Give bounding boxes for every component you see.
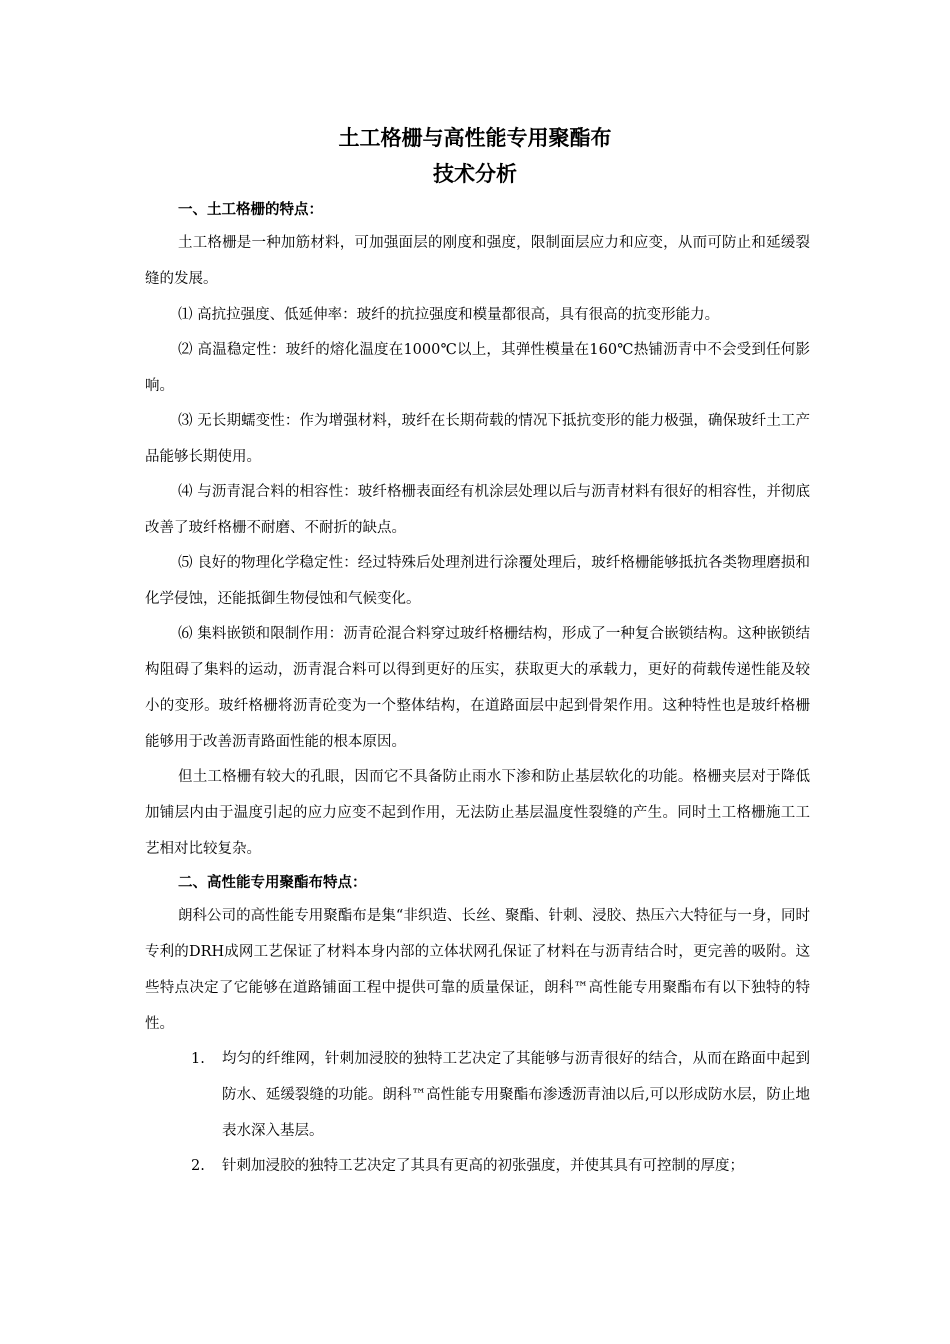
list-item-text: 针刺加浸胶的独特工艺决定了其具有更高的初张强度，并使其具有可控制的厚度； xyxy=(222,1158,744,1174)
section1-intro: 土工格栅是一种加筋材料，可加强面层的刚度和强度，限制面层应力和应变，从而可防止和延缓裂缝的发展。 xyxy=(145,235,810,287)
section2-heading: 二、高性能专用聚酯布特点： xyxy=(178,875,367,891)
section1-limitations: 但土工格栅有较大的孔眼，因而它不具备防止雨水下渗和防止基层软化的功能。格栅夹层对于降低加铺层内由于温度引起的应力应变不起到作用，无法防止基层温度性裂缝的产生。同时土工格栅施工工艺相对比较复杂。 xyxy=(145,769,810,857)
document-title: 土工格栅与高性能专用聚酯布 xyxy=(338,126,612,150)
feature-2: ⑵ 高温稳定性：玻纤的熔化温度在1000℃以上，其弹性模量在160℃热铺沥青中不会受到任何影响。 xyxy=(145,342,810,394)
feature-5: ⑸ 良好的物理化学稳定性：经过特殊后处理剂进行涂覆处理后，玻纤格栅能够抵抗各类物理磨损和化学侵蚀，还能抵御生物侵蚀和气候变化。 xyxy=(145,555,810,607)
list-item-number: 2. xyxy=(191,1158,205,1174)
feature-3: ⑶ 无长期蠕变性：作为增强材料，玻纤在长期荷载的情况下抵抗变形的能力极强，确保玻纤土工产品能够长期使用。 xyxy=(145,413,810,465)
list-item xyxy=(145,1041,810,1149)
document-subtitle: 技术分析 xyxy=(433,162,517,186)
feature-4: ⑷ 与沥青混合料的相容性：玻纤格栅表面经有机涂层处理以后与沥青材料有很好的相容性，并彻底改善了玻纤格栅不耐磨、不耐折的缺点。 xyxy=(145,484,810,536)
feature-1: ⑴ 高抗拉强度、低延伸率：玻纤的抗拉强度和模量都很高，具有很高的抗变形能力。 xyxy=(178,307,720,323)
list-item xyxy=(145,1148,810,1184)
section1-heading: 一、土工格栅的特点： xyxy=(178,202,323,218)
section2-intro: 朗科公司的高性能专用聚酯布是集“非织造、长丝、聚酯、针刺、浸胶、热压六大特征与一身，同时专利的DRH成网工艺保证了材料本身内部的立体状网孔保证了材料在与沥青结合时，更完善的吸附。这些特点决定了它能够在道路铺面工程中提供可靠的质量保证，朗科™高性能专用聚酯布有以下独特的特性。 xyxy=(145,908,810,1032)
list-item-text: 均匀的纤维网，针刺加浸胶的独特工艺决定了其能够与沥青很好的结合，从而在路面中起到防水、延缓裂缝的功能。朗科™高性能专用聚酯布渗透沥青油以后,可以形成防水层，防止地表水深入基层。 xyxy=(222,1051,810,1139)
feature-6: ⑹ 集料嵌锁和限制作用：沥青砼混合料穿过玻纤格栅结构，形成了一种复合嵌锁结构。这种嵌锁结构阻碍了集料的运动，沥青混合料可以得到更好的压实，获取更大的承载力，更好的荷载传递性能及较小的变形。玻纤格栅将沥青砼变为一个整体结构，在道路面层中起到骨架作用。这种特性也是玻纤格栅能够用于改善沥青路面性能的根本原因。 xyxy=(145,626,810,750)
list-item-number: 1. xyxy=(191,1051,205,1067)
